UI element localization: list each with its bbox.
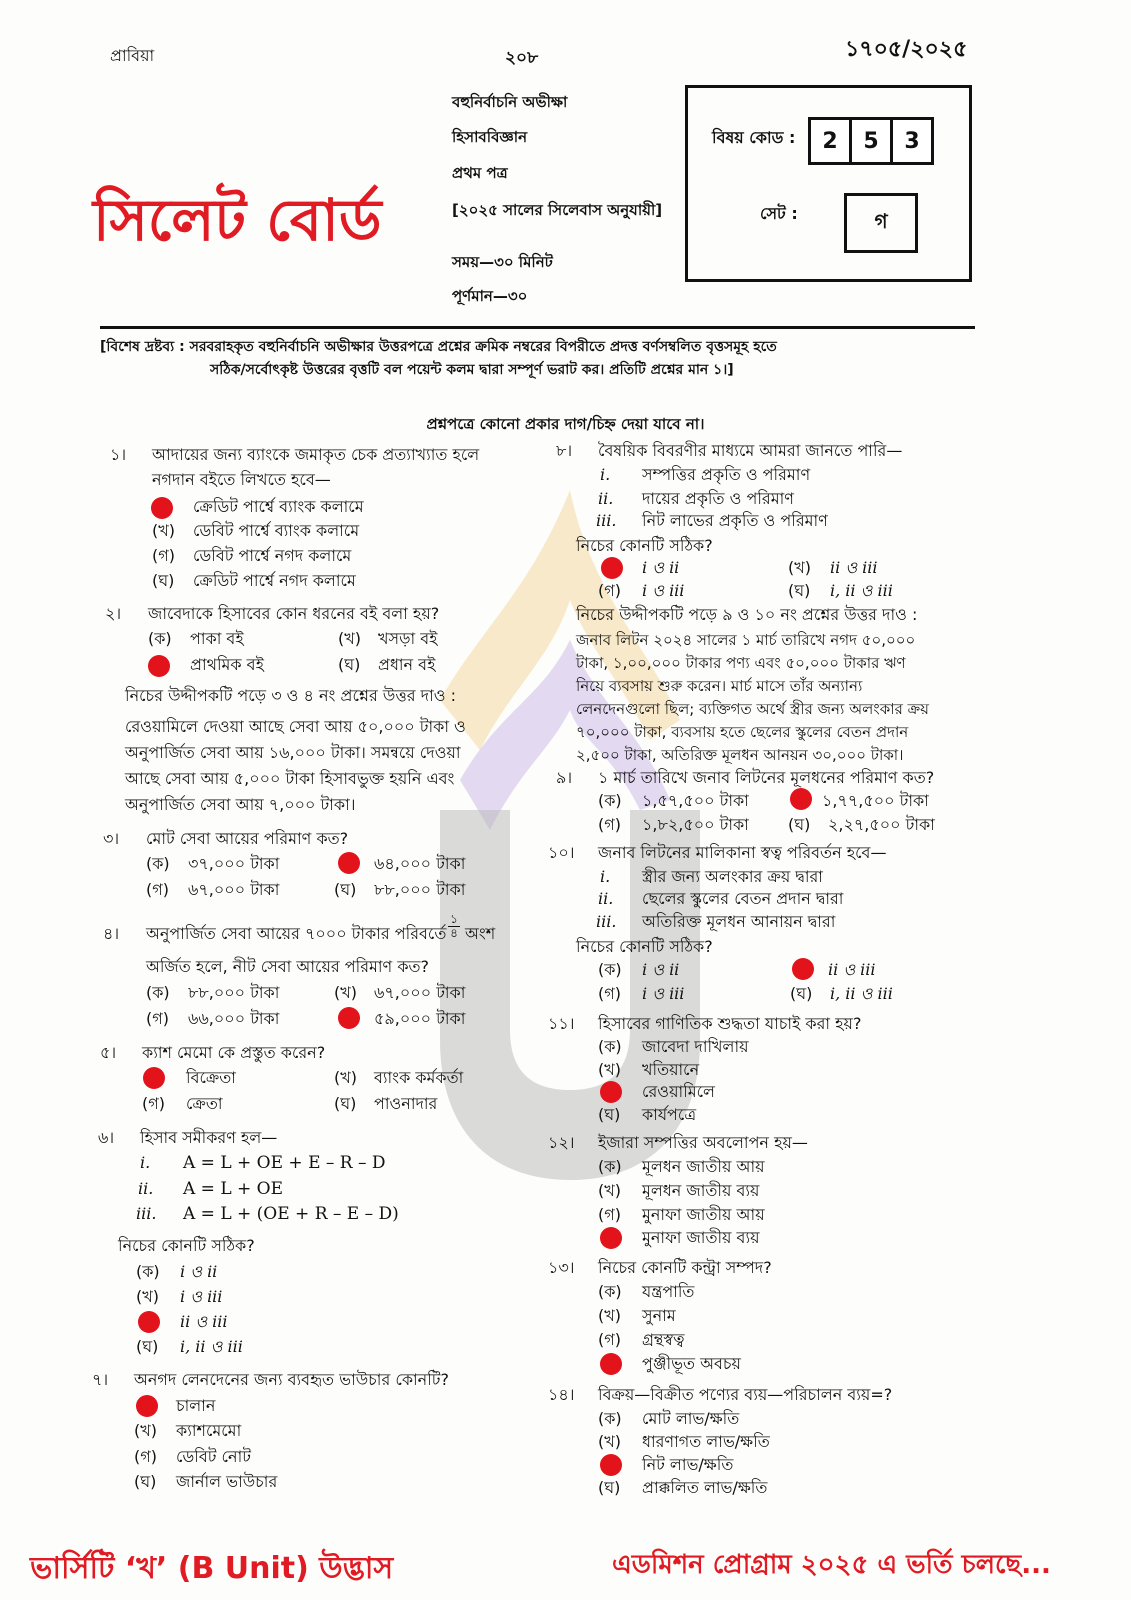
q1-text: আদায়ের জন্য ব্যাংকে জমাকৃত চেক প্রত্যাখ্যাত হলে [152,445,480,464]
q9-option-c: ১,৮২,৫০০ টাকা [642,815,749,834]
q2-option-key: (খ) [338,629,361,648]
code-digit: 2 [808,117,852,165]
q12-text: ইজারা সম্পত্তির অবলোপন হয়— [598,1133,808,1152]
q1-text: নগদান বইতে লিখতে হবে— [152,470,331,489]
q4-option-key: (খ) [334,983,357,1002]
q14-option-key: (খ) [598,1432,621,1451]
stem2-text: লেনদেনগুলো ছিল; ব্যক্তিগত অর্থে স্ত্রীর জন্য অলংকার ক্রয় [576,700,929,718]
q8-statement: সম্পত্তির প্রকৃতি ও পরিমাণ [642,465,811,484]
q11-option-b: খতিয়ানে [642,1060,700,1079]
q10-number: ১০। [548,843,575,862]
q2-option-c: প্রাথমিক বই [190,655,264,674]
q8-option-d: i, ii ও iii [830,581,893,600]
instruction-line: সঠিক/সর্বোৎকৃষ্ট উত্তরের বৃত্তটি বল পয়েন্ট কলম দ্বারা সম্পূর্ণ ভরাট কর। প্রতিটি প্রশ্নের মান ১।] [210,362,734,378]
q6-roman: iii. [136,1204,157,1223]
q13-option-key: (গ) [598,1330,621,1349]
q14-option-a: মোট লাভ/ক্ষতি [642,1409,740,1428]
q3-option-b: ৬৪,০০০ টাকা [374,854,466,873]
q1-option-key: (খ) [152,521,175,540]
q4-number: ৪। [103,924,120,943]
q6-option-b: i ও iii [180,1287,223,1306]
q6-option-key: (ক) [136,1262,160,1281]
q8-option-b: ii ও iii [830,558,878,577]
q13-option-d: পুঞ্জীভূত অবচয় [642,1354,741,1373]
answer-marked-dot [600,1081,622,1103]
q11-option-d: কার্যপত্রে [642,1105,697,1124]
q12-option-c: মুনাফা জাতীয় আয় [642,1205,765,1224]
q3-option-key: (গ) [146,880,169,899]
q6-ask: নিচের কোনটি সঠিক? [118,1236,255,1255]
q4-text: অর্জিত হলে, নীট সেবা আয়ের পরিমাণ কত? [146,957,430,976]
q13-option-c: গ্রন্থস্বত্ব [642,1330,685,1349]
paper-name: প্রথম পত্র [452,164,508,182]
q14-option-b: ধারণাগত লাভ/ক্ষতি [642,1432,770,1451]
q1-option-key: (গ) [152,546,175,565]
marks-info: পূর্ণমান—৩০ [452,287,528,305]
set-label: সেট : [760,204,798,223]
answer-marked-dot [151,497,173,519]
q8-number: ৮। [556,441,573,460]
q12-number: ১২। [548,1133,575,1152]
answer-marked-dot [143,1067,165,1089]
code-digit: 5 [849,117,893,165]
q7-option-c: ডেবিট নোট [176,1447,251,1466]
q12-option-key: (গ) [598,1205,621,1224]
q2-option-key: (ঘ) [338,655,361,674]
q1-number: ১। [110,445,127,464]
q7-option-key: (গ) [134,1447,157,1466]
q11-option-a: জাবেদা দাখিলায় [642,1037,749,1056]
q1-option-d: ক্রেডিট পার্শ্বে নগদ কলামে [193,571,356,590]
q7-option-b: ক্যাশমেমো [176,1421,242,1440]
q8-roman: ii. [598,489,614,508]
q10-option-c: i ও iii [642,984,685,1003]
q2-option-key: (ক) [148,629,172,648]
answer-marked-dot [792,958,814,980]
q5-option-key: (গ) [142,1094,165,1113]
q9-text: ১ মার্চ তারিখে জনাব লিটনের মূলধনের পরিমাণ কত? [598,768,935,787]
q14-number: ১৪। [548,1385,575,1404]
q10-option-key: (ক) [598,960,622,979]
q12-option-a: মূলধন জাতীয় আয় [642,1157,765,1176]
stem1-text: রেওয়ামিলে দেওয়া আছে সেবা আয় ৫০,০০০ টাকা ও [125,717,466,736]
q5-text: ক্যাশ মেমো কে প্রস্তুত করেন? [142,1043,326,1062]
q11-option-key: (খ) [598,1060,621,1079]
q1-option-c: ডেবিট পার্শ্বে নগদ কলামে [193,546,352,565]
q1-option-b: ডেবিট পার্শ্বে ব্যাংক কলামে [193,521,360,540]
fraction-denominator: ৪ [450,926,458,940]
q7-number: ৭। [92,1370,109,1389]
q8-ask: নিচের কোনটি সঠিক? [576,536,713,555]
q8-option-key: (গ) [598,581,621,600]
page-number: ২০৮ [505,48,539,68]
q12-option-d: মুনাফা জাতীয় ব্যয় [642,1228,760,1247]
q14-option-c: নিট লাভ/ক্ষতি [642,1455,734,1474]
q7-text: অনগদ লেনদেনের জন্য ব্যবহৃত ভাউচার কোনটি? [134,1370,449,1389]
syllabus-note: [২০২৫ সালের সিলেবাস অনুযায়ী] [452,201,663,219]
answer-marked-dot [338,852,360,874]
q8-statement: নিট লাভের প্রকৃতি ও পরিমাণ [642,511,828,530]
stem2-text: জনাব লিটন ২০২৪ সালের ১ মার্চ তারিখে নগদ ৫০,০০০ [576,631,916,649]
q13-text: নিচের কোনটি কন্ট্রা সম্পদ? [598,1258,772,1277]
q10-option-key: (গ) [598,984,621,1003]
q2-text: জাবেদাকে হিসাবের কোন ধরনের বই বলা হয়? [148,604,440,623]
stem1-intro: নিচের উদ্দীপকটি পড়ে ৩ ও ৪ নং প্রশ্নের উত্তর দাও : [125,686,456,705]
answer-marked-dot [790,788,812,810]
subject-code-label: বিষয় কোড : [712,128,796,147]
q13-option-a: যন্ত্রপাতি [642,1282,695,1301]
q4-fraction [448,913,460,940]
q10-roman: iii. [596,912,617,931]
q9-option-b: ১,৭৭,৫০০ টাকা [822,791,929,810]
q6-statement: A = L + OE + E – R – D [183,1153,386,1173]
q12-option-key: (খ) [598,1181,621,1200]
answer-marked-dot [148,655,170,677]
answer-marked-dot [136,1395,158,1417]
q3-option-d: ৮৮,০০০ টাকা [374,880,466,899]
q4-text: অংশ [465,924,496,943]
answer-marked-dot [338,1007,360,1029]
q3-number: ৩। [103,829,120,848]
q10-roman: i. [600,867,611,886]
subject-code-box [685,85,972,282]
q14-text: বিক্রয়—বিক্রীত পণ্যের ব্যয়—পরিচালন ব্যয়=? [598,1385,893,1404]
answer-marked-dot [600,1454,622,1476]
stem2-text: ২,৫০০ টাকা, অতিরিক্ত মূলধন আনয়ন ৩০,০০০ টাকা। [576,746,904,764]
q3-text: মোট সেবা আয়ের পরিমাণ কত? [146,829,349,848]
q11-text: হিসাবের গাণিতিক শুদ্ধতা যাচাই করা হয়? [598,1014,862,1033]
q13-option-key: (খ) [598,1306,621,1325]
q9-option-key: (ঘ) [788,815,811,834]
q6-statement: A = L + OE [183,1179,284,1199]
fraction-numerator: ১ [448,913,460,927]
q5-option-a: বিক্রেতা [186,1068,236,1087]
q5-option-key: (ঘ) [334,1094,357,1113]
q10-statement: ছেলের স্কুলের বেতন প্রদান দ্বারা [642,889,844,908]
instruction-line: [বিশেষ দ্রষ্টব্য : সরবরাহকৃত বহুনির্বাচনি অভীক্ষার উত্তরপত্রে প্রশ্নের ক্রমিক নম্বরের বিপরীতে প্রদত্ত বর্ণসম্বলিত বৃত্তসমূহ হতে [100,339,777,355]
q8-statement: দায়ের প্রকৃতি ও পরিমাণ [642,489,794,508]
q10-option-b: ii ও iii [828,960,876,979]
q8-roman: iii. [596,511,617,530]
q4-option-c: ৬৬,০০০ টাকা [188,1009,280,1028]
q1-option-key: (ঘ) [152,571,175,590]
code-digit: 3 [890,117,934,165]
q10-statement: স্ত্রীর জন্য অলংকার ক্রয় দ্বারা [642,867,823,886]
q6-option-d: i, ii ও iii [180,1337,243,1356]
header-left-note: প্রাবিয়া [110,46,155,65]
set-value: গ [844,193,918,253]
q2-option-b: খসড়া বই [378,629,438,648]
answer-marked-dot [138,1311,160,1333]
q3-option-key: (ঘ) [334,880,357,899]
q6-option-key: (ঘ) [136,1337,159,1356]
q7-option-d: জার্নাল ভাউচার [176,1472,278,1491]
q9-number: ৯। [556,768,573,787]
q10-option-a: i ও ii [642,960,680,979]
q6-option-c: ii ও iii [180,1312,228,1331]
q9-option-d: ২,২৭,৫০০ টাকা [828,815,935,834]
exam-type: বহুনির্বাচনি অভীক্ষা [452,93,568,111]
q11-option-c: রেওয়ামিলে [642,1082,715,1101]
q14-option-key: (ক) [598,1409,622,1428]
q14-option-key: (ঘ) [598,1478,621,1497]
stem2-intro: নিচের উদ্দীপকটি পড়ে ৯ ও ১০ নং প্রশ্নের উত্তর দাও : [576,605,918,624]
q4-option-d: ৫৯,০০০ টাকা [374,1009,466,1028]
q11-option-key: (ঘ) [598,1105,621,1124]
q12-option-b: মূলধন জাতীয় ব্যয় [642,1181,760,1200]
q11-number: ১১। [548,1014,575,1033]
stem1-text: আছে সেবা আয় ৫,০০০ টাকা হিসাবভুক্ত হয়নি এবং [125,769,455,788]
q5-option-b: ব্যাংক কর্মকর্তা [374,1068,464,1087]
board-title: সিলেট বোর্ড [93,186,382,254]
q10-option-key: (ঘ) [790,984,813,1003]
q2-option-d: প্রধান বই [378,655,436,674]
q4-option-key: (গ) [146,1009,169,1028]
q7-option-a: চালান [176,1396,216,1415]
q9-option-key: (ক) [598,791,622,810]
q7-option-key: (ঘ) [134,1472,157,1491]
q6-statement: A = L + (OE + R – E – D) [183,1204,399,1224]
q8-option-c: i ও iii [642,581,685,600]
q5-number: ৫। [100,1043,117,1062]
subject-code-cells [808,117,931,165]
divider [100,326,975,329]
q10-roman: ii. [598,889,614,908]
q4-option-key: (ক) [146,983,170,1002]
q8-option-key: (ঘ) [788,581,811,600]
q6-number: ৬। [98,1128,115,1147]
q10-text: জনাব লিটনের মালিকানা স্বত্ব পরিবর্তন হবে— [598,843,887,862]
subject-name: হিসাববিজ্ঞান [452,128,528,146]
answer-marked-dot [601,557,623,579]
stem2-text: টাকা, ১,০০,০০০ টাকার পণ্য এবং ৫০,০০০ টাকার ঋণ [576,654,906,672]
answer-marked-dot [600,1353,622,1375]
q1-option-a: ক্রেডিট পার্শ্বে ব্যাংক কলামে [193,497,364,516]
q6-roman: ii. [138,1179,154,1198]
q8-roman: i. [600,465,611,484]
footer-left-ad: ভার্সিটি ‘খ’ (B Unit) উদ্ভাস [30,1551,394,1586]
q8-option-a: i ও ii [642,558,680,577]
q3-option-c: ৬৭,০০০ টাকা [188,880,280,899]
instruction [100,336,980,382]
q3-option-key: (ক) [146,854,170,873]
exam-code: ১৭০৫/২০২৫ [845,37,968,62]
q10-statement: অতিরিক্ত মূলধন আনায়ন দ্বারা [642,912,836,931]
stem2-text: ৭০,০০০ টাকা, ব্যবসায় হতে ছেলের স্কুলের বেতন প্রদান [576,723,909,741]
q6-option-key: (খ) [136,1287,159,1306]
time-info: সময়—৩০ মিনিট [452,253,553,271]
q10-ask: নিচের কোনটি সঠিক? [576,937,713,956]
q4-option-b: ৬৭,০০০ টাকা [374,983,466,1002]
q8-text: বৈষয়িক বিবরণীর মাধ্যমে আমরা জানতে পারি— [598,441,903,460]
stem1-text: অনুপার্জিত সেবা আয় ৭,০০০ টাকা। [125,795,356,814]
q11-option-key: (ক) [598,1037,622,1056]
q6-roman: i. [140,1153,151,1172]
q6-option-a: i ও ii [180,1262,218,1281]
q5-option-c: ক্রেতা [186,1094,223,1113]
q4-text: অনুপার্জিত সেবা আয়ের ৭০০০ টাকার পরিবর্তে [146,924,447,943]
q2-option-a: পাকা বই [190,629,244,648]
q5-option-key: (খ) [334,1068,357,1087]
q13-option-key: (ক) [598,1282,622,1301]
q6-text: হিসাব সমীকরণ হল— [140,1128,278,1147]
q5-option-d: পাওনাদার [374,1094,438,1113]
stem1-text: অনুপার্জিত সেবা আয় ১৬,০০০ টাকা। সমন্বয়ে দেওয়া [125,743,461,762]
q7-option-key: (খ) [134,1421,157,1440]
q12-option-key: (ক) [598,1157,622,1176]
q10-option-d: i, ii ও iii [830,984,893,1003]
q4-option-a: ৮৮,০০০ টাকা [188,983,280,1002]
stem2-text: নিয়ে ব্যবসায় শুরু করেন। মার্চ মাসে তাঁর অন্যান্য [576,677,863,695]
q9-option-key: (গ) [598,815,621,834]
q8-option-key: (খ) [788,558,811,577]
q3-option-a: ৩৭,০০০ টাকা [188,854,280,873]
q14-option-d: প্রাক্কলিত লাভ/ক্ষতি [642,1478,768,1497]
q2-number: ২। [105,604,122,623]
answer-marked-dot [600,1227,622,1249]
q9-option-a: ১,৫৭,৫০০ টাকা [642,791,749,810]
footer-right-ad: এডমিশন প্রোগ্রাম ২০২৫ এ ভর্তি চলছে... [612,1550,1051,1580]
q13-number: ১৩। [548,1258,575,1277]
q13-option-b: সুনাম [642,1306,676,1325]
warning-text: প্রশ্নপত্রে কোনো প্রকার দাগ/চিহ্ন দেয়া যাবে না। [426,415,705,433]
